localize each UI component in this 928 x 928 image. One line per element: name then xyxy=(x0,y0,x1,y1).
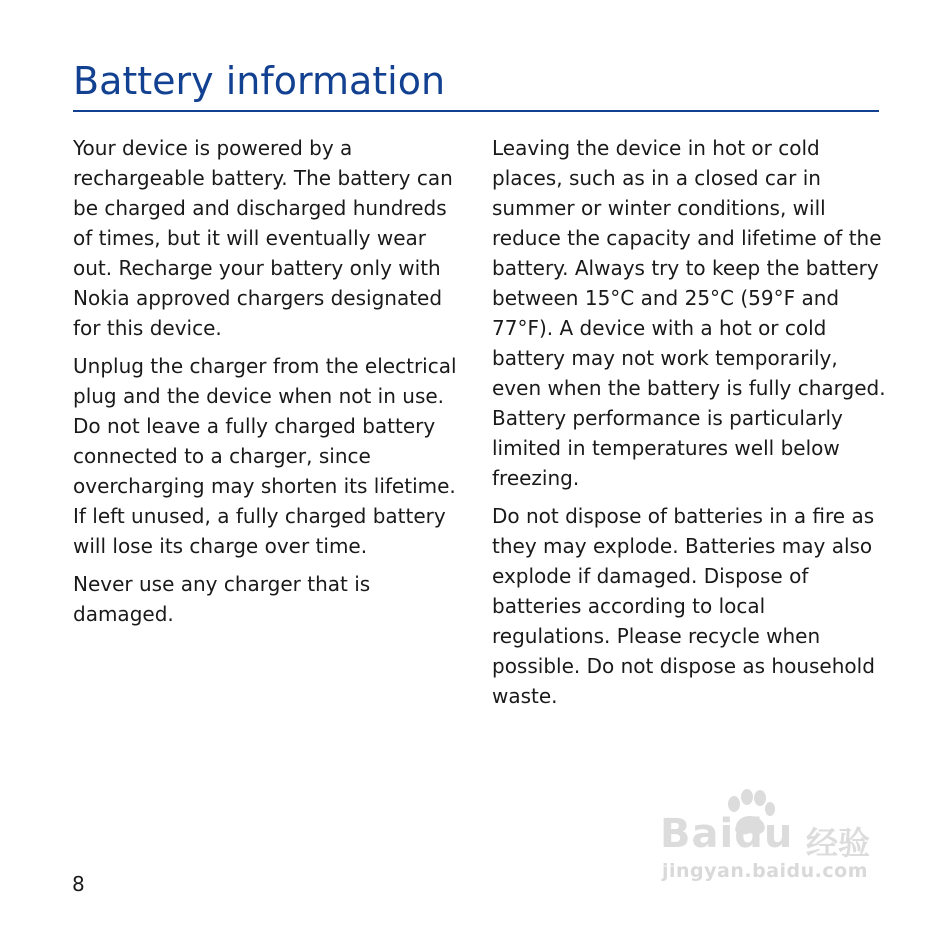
paragraph xyxy=(73,133,465,343)
text-line: If left unused, a fully charged battery xyxy=(73,504,446,528)
text-line: possible. Do not dispose as household xyxy=(492,654,875,678)
text-line: connected to a charger, since xyxy=(73,444,371,468)
text-line: Do not leave a fully charged battery xyxy=(73,414,436,438)
text-line: battery. Always try to keep the battery xyxy=(492,256,879,280)
text-line: regulations. Please recycle when xyxy=(492,624,821,648)
left-column xyxy=(73,133,465,637)
text-line: Unplug the charger from the electrical xyxy=(73,354,457,378)
text-line: Never use any charger that is xyxy=(73,572,371,596)
paragraph xyxy=(492,501,884,711)
text-line: will lose its charge over time. xyxy=(73,534,368,558)
text-line: damaged. xyxy=(73,602,174,626)
paragraph xyxy=(73,351,465,561)
text-line: battery may not work temporarily, xyxy=(492,346,838,370)
text-line: batteries according to local xyxy=(492,594,766,618)
text-line: summer or winter conditions, will xyxy=(492,196,826,220)
paragraph xyxy=(492,133,884,493)
text-line: overcharging may shorten its lifetime. xyxy=(73,474,456,498)
text-line: of times, but it will eventually wear xyxy=(73,226,427,250)
text-line: limited in temperatures well below xyxy=(492,436,840,460)
text-line: be charged and discharged hundreds xyxy=(73,196,447,220)
text-line: Nokia approved chargers designated xyxy=(73,286,443,310)
text-line: they may explode. Batteries may also xyxy=(492,534,873,558)
text-line: explode if damaged. Dispose of xyxy=(492,564,809,588)
text-line: plug and the device when not in use. xyxy=(73,384,445,408)
text-line: reduce the capacity and lifetime of the xyxy=(492,226,882,250)
right-column xyxy=(492,133,884,719)
page-number: 8 xyxy=(72,872,85,896)
text-line: for this device. xyxy=(73,316,222,340)
title-divider xyxy=(73,110,879,112)
text-line: 77°F). A device with a hot or cold xyxy=(492,316,827,340)
watermark-chinese-text: 经验 xyxy=(806,824,871,862)
text-line: freezing. xyxy=(492,466,580,490)
text-line: Do not dispose of batteries in a fire as xyxy=(492,504,875,528)
paragraph xyxy=(73,569,465,629)
text-line: between 15°C and 25°C (59°F and xyxy=(492,286,840,310)
text-line: Leaving the device in hot or cold xyxy=(492,136,820,160)
watermark xyxy=(660,788,880,898)
text-line: rechargeable battery. The battery can xyxy=(73,166,453,190)
page-title: Battery information xyxy=(73,59,446,103)
text-line: Your device is powered by a xyxy=(73,136,353,160)
watermark-brand: Baidu xyxy=(660,811,794,857)
text-line: even when the battery is fully charged. xyxy=(492,376,886,400)
text-line: out. Recharge your battery only with xyxy=(73,256,441,280)
text-line: Battery performance is particularly xyxy=(492,406,843,430)
text-line: waste. xyxy=(492,684,558,708)
watermark-url: jingyan.baidu.com xyxy=(662,860,868,882)
text-line: places, such as in a closed car in xyxy=(492,166,821,190)
